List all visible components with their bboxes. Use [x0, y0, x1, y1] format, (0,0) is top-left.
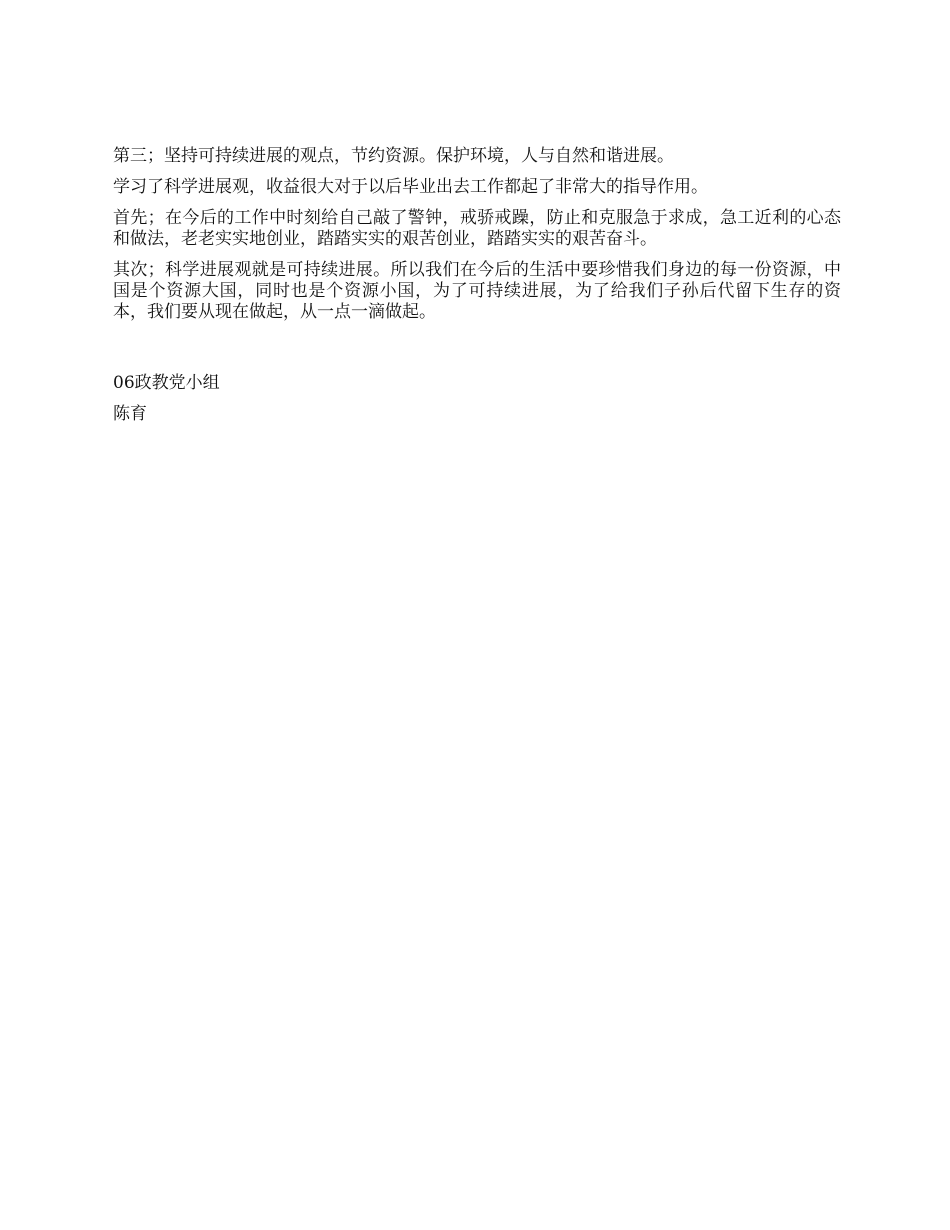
document-body [113, 146, 841, 435]
paragraph-second: 其次；科学进展观就是可持续进展。所以我们在今后的生活中要珍惜我们身边的每一份资源，中国是个资源大国，同时也是个资源小国，为了可持续进展，为了给我们子孙后代留下生存的资本，我们要从现在做起，从一点一滴做起。 [113, 260, 841, 322]
paragraph-first: 首先；在今后的工作中时刻给自己敲了警钟，戒骄戒躁，防止和克服急于求成，急工近利的心态和做法，老老实实地创业，踏踏实实的艰苦创业，踏踏实实的艰苦奋斗。 [113, 208, 841, 249]
paragraph-third-point: 第三；坚持可持续进展的观点，节约资源。保护环境，人与自然和谐进展。 [113, 146, 674, 166]
signature-group: 06政教党小组 [113, 373, 220, 393]
paragraph-study-benefit: 学习了科学进展观，收益很大对于以后毕业出去工作都起了非常大的指导作用。 [113, 177, 708, 197]
signature-name: 陈育 [113, 404, 147, 424]
section-spacer [113, 333, 841, 373]
